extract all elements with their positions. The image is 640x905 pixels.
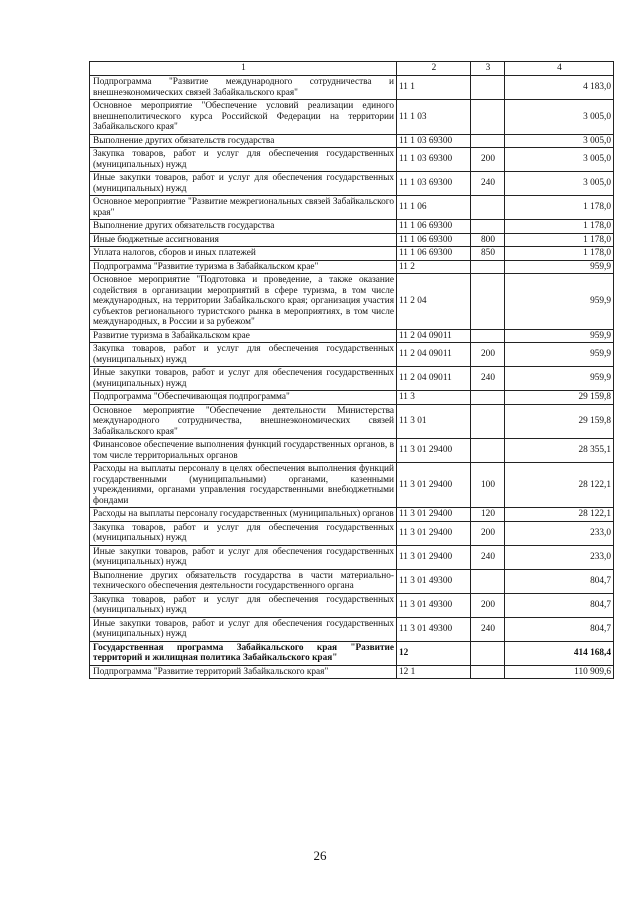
- row-code: 11 2 04 09011: [397, 367, 471, 391]
- row-name: Иные закупки товаров, работ и услуг для обеспечения государственных (муниципальных) нужд: [90, 172, 397, 196]
- row-name: Подпрограмма "Развитие международного сотрудничества и внешнеэкономических связей Забайкальского края": [90, 76, 397, 100]
- row-expense-type: [471, 76, 505, 100]
- table-row: [90, 508, 614, 522]
- row-amount: 28 122,1: [505, 508, 614, 522]
- row-amount: 28 122,1: [505, 463, 614, 508]
- table-row: [90, 329, 614, 343]
- row-amount: 959,9: [505, 329, 614, 343]
- row-code: 11 3 01 49300: [397, 593, 471, 617]
- table-row: [90, 148, 614, 172]
- row-code: 11 3 01 29400: [397, 439, 471, 463]
- row-expense-type: [471, 391, 505, 405]
- row-name: Подпрограмма "Обеспечивающая подпрограмма": [90, 391, 397, 405]
- row-name: Уплата налогов, сборов и иных платежей: [90, 247, 397, 261]
- row-amount: 233,0: [505, 545, 614, 569]
- row-name: Выполнение других обязательств государства в части материально-технического обеспечения деятельности государственного органа: [90, 569, 397, 593]
- row-amount: 959,9: [505, 367, 614, 391]
- table-row: [90, 247, 614, 261]
- row-amount: 804,7: [505, 569, 614, 593]
- row-expense-type: [471, 439, 505, 463]
- row-name: Подпрограмма "Развитие территорий Забайкальского края": [90, 665, 397, 679]
- table-row: [90, 196, 614, 220]
- row-amount: 1 178,0: [505, 233, 614, 247]
- table-row: [90, 569, 614, 593]
- row-expense-type: 240: [471, 617, 505, 641]
- row-name: Основное мероприятие "Развитие межрегиональных связей Забайкальского края": [90, 196, 397, 220]
- table-row: [90, 521, 614, 545]
- table-row: [90, 641, 614, 665]
- row-amount: 3 005,0: [505, 148, 614, 172]
- row-amount: 804,7: [505, 593, 614, 617]
- table-row: [90, 100, 614, 135]
- row-expense-type: 240: [471, 172, 505, 196]
- table-row: [90, 545, 614, 569]
- table-row: [90, 134, 614, 148]
- row-code: 11 2 04: [397, 274, 471, 330]
- row-amount: 28 355,1: [505, 439, 614, 463]
- row-name: Иные закупки товаров, работ и услуг для обеспечения государственных (муниципальных) нужд: [90, 367, 397, 391]
- row-name: Финансовое обеспечение выполнения функций государственных органов, в том числе территориальных органов: [90, 439, 397, 463]
- row-amount: 110 909,6: [505, 665, 614, 679]
- row-name: Иные бюджетные ассигнования: [90, 233, 397, 247]
- header-type-column: 3: [471, 62, 505, 76]
- row-name: Закупка товаров, работ и услуг для обеспечения государственных (муниципальных) нужд: [90, 343, 397, 367]
- row-code: 12 1: [397, 665, 471, 679]
- row-expense-type: [471, 274, 505, 330]
- table-row: [90, 439, 614, 463]
- row-expense-type: 200: [471, 343, 505, 367]
- row-code: 11 3 01: [397, 404, 471, 439]
- table-row: [90, 617, 614, 641]
- row-code: 11 2 04 09011: [397, 343, 471, 367]
- row-amount: 3 005,0: [505, 172, 614, 196]
- table-row: [90, 404, 614, 439]
- row-name: Расходы на выплаты персоналу государственных (муниципальных) органов: [90, 508, 397, 522]
- row-amount: 3 005,0: [505, 100, 614, 135]
- row-amount: 414 168,4: [505, 641, 614, 665]
- table-row: [90, 172, 614, 196]
- header-code-column: 2: [397, 62, 471, 76]
- row-amount: 1 178,0: [505, 247, 614, 261]
- row-name: Закупка товаров, работ и услуг для обеспечения государственных (муниципальных) нужд: [90, 521, 397, 545]
- row-amount: 1 178,0: [505, 220, 614, 234]
- header-amount-column: 4: [505, 62, 614, 76]
- row-expense-type: 200: [471, 593, 505, 617]
- row-amount: 29 159,8: [505, 404, 614, 439]
- row-code: 12: [397, 641, 471, 665]
- row-code: 11 1 06: [397, 196, 471, 220]
- row-expense-type: [471, 329, 505, 343]
- row-code: 11 1 03: [397, 100, 471, 135]
- row-expense-type: [471, 569, 505, 593]
- row-code: 11 3 01 49300: [397, 617, 471, 641]
- row-name: Иные закупки товаров, работ и услуг для обеспечения государственных (муниципальных) нужд: [90, 545, 397, 569]
- table-row: [90, 274, 614, 330]
- row-expense-type: 800: [471, 233, 505, 247]
- row-code: 11 3 01 29400: [397, 545, 471, 569]
- row-name: Государственная программа Забайкальского края "Развитие территорий и жилищная политика Забайкальского края": [90, 641, 397, 665]
- row-expense-type: 100: [471, 463, 505, 508]
- row-amount: 959,9: [505, 343, 614, 367]
- row-amount: 4 183,0: [505, 76, 614, 100]
- row-code: 11 1 06 69300: [397, 247, 471, 261]
- row-amount: 959,9: [505, 274, 614, 330]
- row-expense-type: 120: [471, 508, 505, 522]
- table-row: [90, 463, 614, 508]
- row-code: 11 3: [397, 391, 471, 405]
- row-code: 11 1 03 69300: [397, 172, 471, 196]
- row-name: Основное мероприятие "Обеспечение условий реализации единого внешнеполитического курса Российской Федерации на территории Забайкальского края": [90, 100, 397, 135]
- page-number: 26: [313, 848, 327, 863]
- table-row: [90, 233, 614, 247]
- row-code: 11 3 01 29400: [397, 508, 471, 522]
- row-amount: 959,9: [505, 260, 614, 274]
- row-name: Выполнение других обязательств государства: [90, 220, 397, 234]
- row-name: Основное мероприятие "Подготовка и проведение, а также оказание содействия в организации мероприятий в сфере туризма, в том числе международных, на территории Забайкальского края; организация участия субъектов регионального туристского рынка в мероприятиях, в том числе международных, в России и за рубежом": [90, 274, 397, 330]
- row-expense-type: [471, 641, 505, 665]
- row-code: 11 2 04 09011: [397, 329, 471, 343]
- row-code: 11 3 01 49300: [397, 569, 471, 593]
- row-expense-type: [471, 220, 505, 234]
- row-expense-type: 850: [471, 247, 505, 261]
- row-expense-type: 240: [471, 367, 505, 391]
- row-name: Иные закупки товаров, работ и услуг для обеспечения государственных (муниципальных) нужд: [90, 617, 397, 641]
- row-expense-type: [471, 100, 505, 135]
- row-name: Выполнение других обязательств государства: [90, 134, 397, 148]
- table-row: [90, 343, 614, 367]
- table-row: [90, 260, 614, 274]
- row-name: Закупка товаров, работ и услуг для обеспечения государственных (муниципальных) нужд: [90, 148, 397, 172]
- table-body: [90, 76, 614, 679]
- row-expense-type: [471, 134, 505, 148]
- row-name: Подпрограмма "Развитие туризма в Забайкальском крае": [90, 260, 397, 274]
- row-expense-type: 240: [471, 545, 505, 569]
- table-row: [90, 367, 614, 391]
- row-name: Закупка товаров, работ и услуг для обеспечения государственных (муниципальных) нужд: [90, 593, 397, 617]
- row-code: 11 3 01 29400: [397, 521, 471, 545]
- row-expense-type: [471, 196, 505, 220]
- table-row: [90, 665, 614, 679]
- row-code: 11 1: [397, 76, 471, 100]
- row-expense-type: [471, 260, 505, 274]
- table-row: [90, 76, 614, 100]
- row-expense-type: [471, 665, 505, 679]
- row-expense-type: 200: [471, 521, 505, 545]
- row-name: Расходы на выплаты персоналу в целях обеспечения выполнения функций государственными (муниципальными) органами, казенными учреждениями, органами управления государственными внебюджетными фондами: [90, 463, 397, 508]
- row-amount: 233,0: [505, 521, 614, 545]
- row-name: Основное мероприятие "Обеспечение деятельности Министерства международного сотрудничества, внешнеэкономических связей Забайкальского края": [90, 404, 397, 439]
- row-expense-type: 200: [471, 148, 505, 172]
- row-code: 11 1 06 69300: [397, 220, 471, 234]
- row-code: 11 1 06 69300: [397, 233, 471, 247]
- row-code: 11 2: [397, 260, 471, 274]
- row-name: Развитие туризма в Забайкальском крае: [90, 329, 397, 343]
- row-amount: 804,7: [505, 617, 614, 641]
- header-name-column: 1: [90, 62, 397, 76]
- budget-table: [89, 61, 614, 679]
- row-code: 11 3 01 29400: [397, 463, 471, 508]
- row-amount: 29 159,8: [505, 391, 614, 405]
- table-row: [90, 593, 614, 617]
- header-row: [90, 62, 614, 76]
- row-amount: 3 005,0: [505, 134, 614, 148]
- table-row: [90, 391, 614, 405]
- row-amount: 1 178,0: [505, 196, 614, 220]
- row-code: 11 1 03 69300: [397, 134, 471, 148]
- row-code: 11 1 03 69300: [397, 148, 471, 172]
- table-row: [90, 220, 614, 234]
- row-expense-type: [471, 404, 505, 439]
